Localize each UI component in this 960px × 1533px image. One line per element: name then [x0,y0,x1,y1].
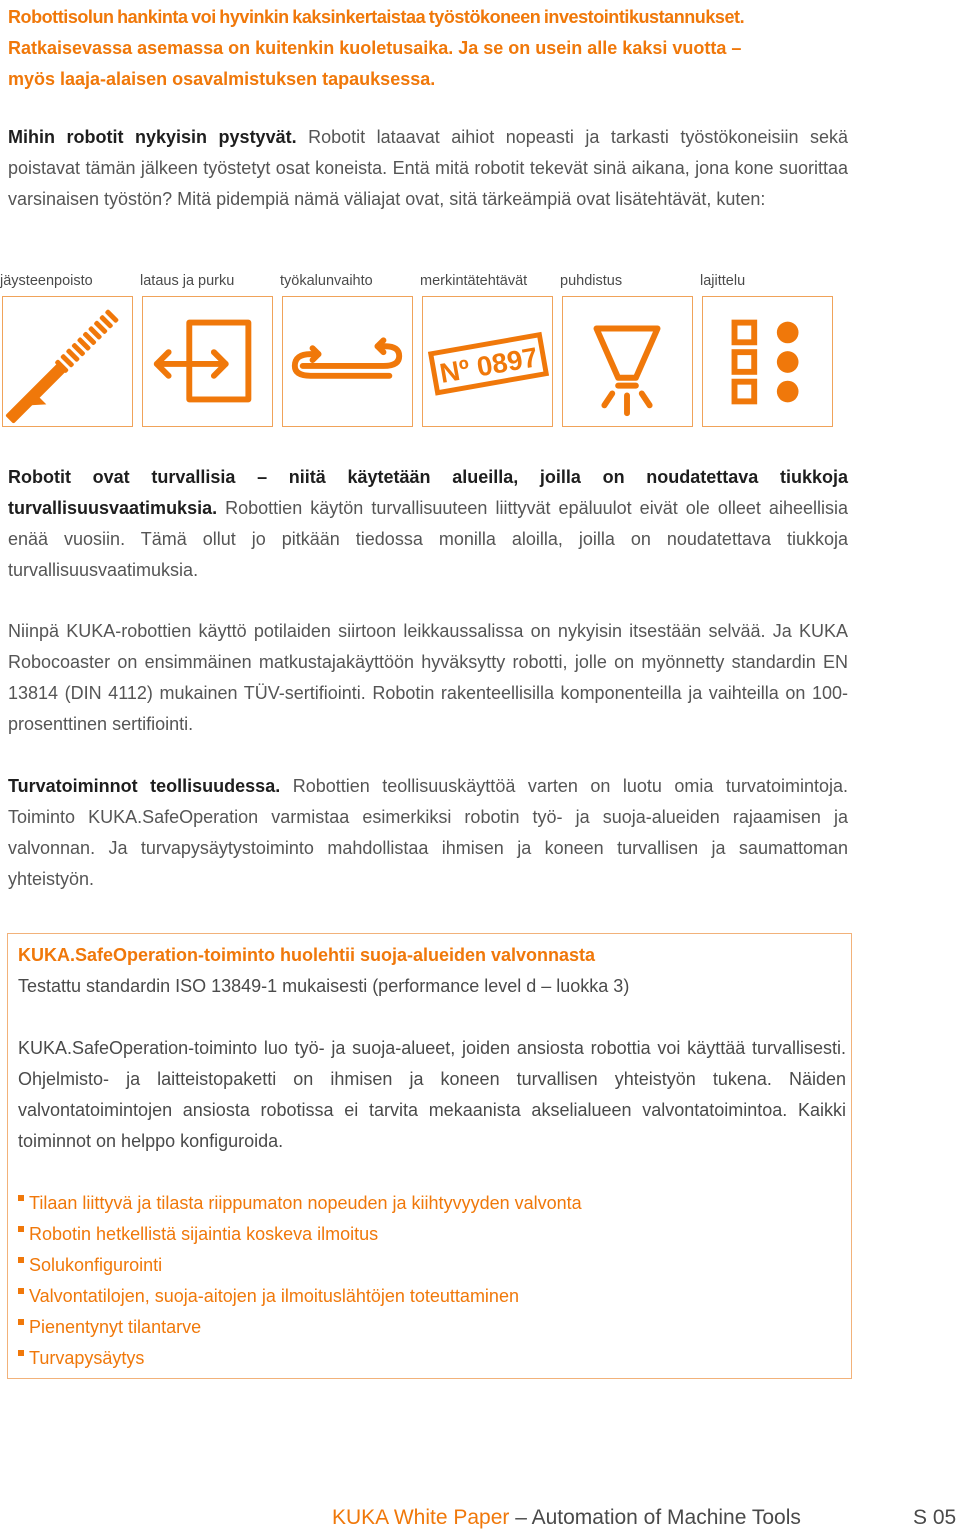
task-sorting [700,268,835,294]
feature-list [18,1188,846,1374]
intro-highlight [8,2,848,95]
box-subtitle: Testattu standardin ISO 13849-1 mukaisesti (performance level d – luokka 3) [18,976,630,996]
marking-icon [422,296,553,427]
safety-text: Robottien käytön turvallisuuteen liittyvät epäluulot eivät ole olleet aiheellisia enää vuosiin. Tämä ollut jo pitkään tiedossa monilla aloilla, joilla on noudatettava tiukkoja turvallisuusvaatimuksia. [8,498,848,580]
cleaning-icon [562,296,693,427]
footer-doc-title: – Automation of Machine Tools [509,1506,801,1529]
task-label: merkintätehtävät [420,273,528,289]
task-marking [420,268,555,389]
tool-change-icon [282,296,413,427]
robot-capabilities-text: Robotit lataavat aihiot nopeasti ja tarkasti työstökoneisiin sekä poistavat tämän jälkeen työstetyt osat koneista. Entä mitä robotit tekevät sinä aikana, jona kone suorittaa varsinaisen työstön? Mitä pidempiä nämä väliajat ovat, sitä tärkeämpiä ovat lisätehtävät, kuten: [8,127,848,209]
stamp-text: Nº 0897 [437,341,541,389]
box-title: KUKA.SafeOperation-toiminto huolehtii suoja-alueiden valvonnasta [18,945,596,965]
intro-line-2: Ratkaisevassa asemassa on kuitenkin kuoletusaika. Ja se on usein alle kaksi vuotta – [8,38,742,58]
list-item: Valvontatilojen, suoja-aitojen ja ilmoituslähtöjen toteuttaminen [18,1281,846,1312]
task-label: jäysteenpoisto [0,273,93,289]
safeoperation-info-box [7,933,852,1379]
industry-safety-lead: Turvatoiminnot teollisuudessa. [8,776,281,796]
list-item: Tilaan liittyvä ja tilasta riippumaton nopeuden ja kiihtyvyyden valvonta [18,1188,846,1219]
footer-brand: KUKA White Paper [332,1506,510,1529]
task-tool-change [280,268,415,294]
industry-safety-text: Robottien teollisuuskäyttöä varten on luotu omia turvatoimintoja. Toiminto KUKA.SafeOperation varmistaa esimerkiksi robotin työ- ja suoja-alueiden rajaamisen ja valvonnan. Ja turvapysäytystoiminto mahdollistaa ihmisen ja koneen turvallisen ja saumattoman yhteistyön. [8,776,848,889]
safety-lead: Robotit ovat turvallisia – niitä käytetään alueilla, joilla on noudatettava tiukkoja turvallisuusvaatimuksia. [8,467,848,518]
list-item: Pienentynyt tilantarve [18,1312,846,1343]
sorting-icon [702,296,833,427]
intro-line-3: myös laaja-alaisen osavalmistuksen tapauksessa. [8,69,436,89]
industry-safety-paragraph [8,771,848,895]
robot-capabilities-lead: Mihin robotit nykyisin pystyvät. [8,127,297,147]
list-item: Solukonfigurointi [18,1250,846,1281]
list-item: Robotin hetkellistä sijaintia koskeva ilmoitus [18,1219,846,1250]
box-text: KUKA.SafeOperation-toiminto luo työ- ja suoja-alueet, joiden ansiosta robottia voi käyttää turvallisesti. Ohjelmisto- ja laitteistopaketti on ihmisen ja koneen turvallisen yhteistyön tukena. Näiden valvontatoimintojen ansiosta robotissa ei tarvita mekaanista akselialueen valvontatoimintoa. Kaikki toiminnot on helppo konfiguroida. [18,1038,846,1151]
page-number: S 05 [913,1506,957,1529]
task-deburring [0,268,135,294]
deburring-tool-icon [2,296,133,427]
task-load-unload [140,268,275,294]
task-label: työkalunvaihto [280,273,373,289]
intro-line-1: Robottisolun hankinta voi hyvinkin kaksinkertaistaa työstökoneen investointikustannukset. [8,7,745,27]
task-label: puhdistus [560,273,623,289]
robot-capabilities-paragraph [8,122,848,215]
kuka-robocoaster-paragraph: Niinpä KUKA-robottien käyttö potilaiden siirtoon leikkaussalissa on nykyisin itsestään selvää. Ja KUKA Robocoaster on ensimmäinen matkustajakäyttöön hyväksytty robotti, jolle on myönnetty standardin EN 13814 (DIN 4112) mukainen TÜV-sertifiointi. Robotin rakenteellisilla komponenteilla ja vaihteilla on 100-prosenttinen sertifiointi. [8,621,848,734]
safety-paragraph [8,462,848,586]
task-label: lajittelu [700,273,746,289]
load-unload-icon [142,296,273,427]
task-label: lataus ja purku [140,273,235,289]
task-cleaning [560,268,695,294]
footer-title [332,1503,801,1533]
list-item: Turvapysäytys [18,1343,846,1374]
